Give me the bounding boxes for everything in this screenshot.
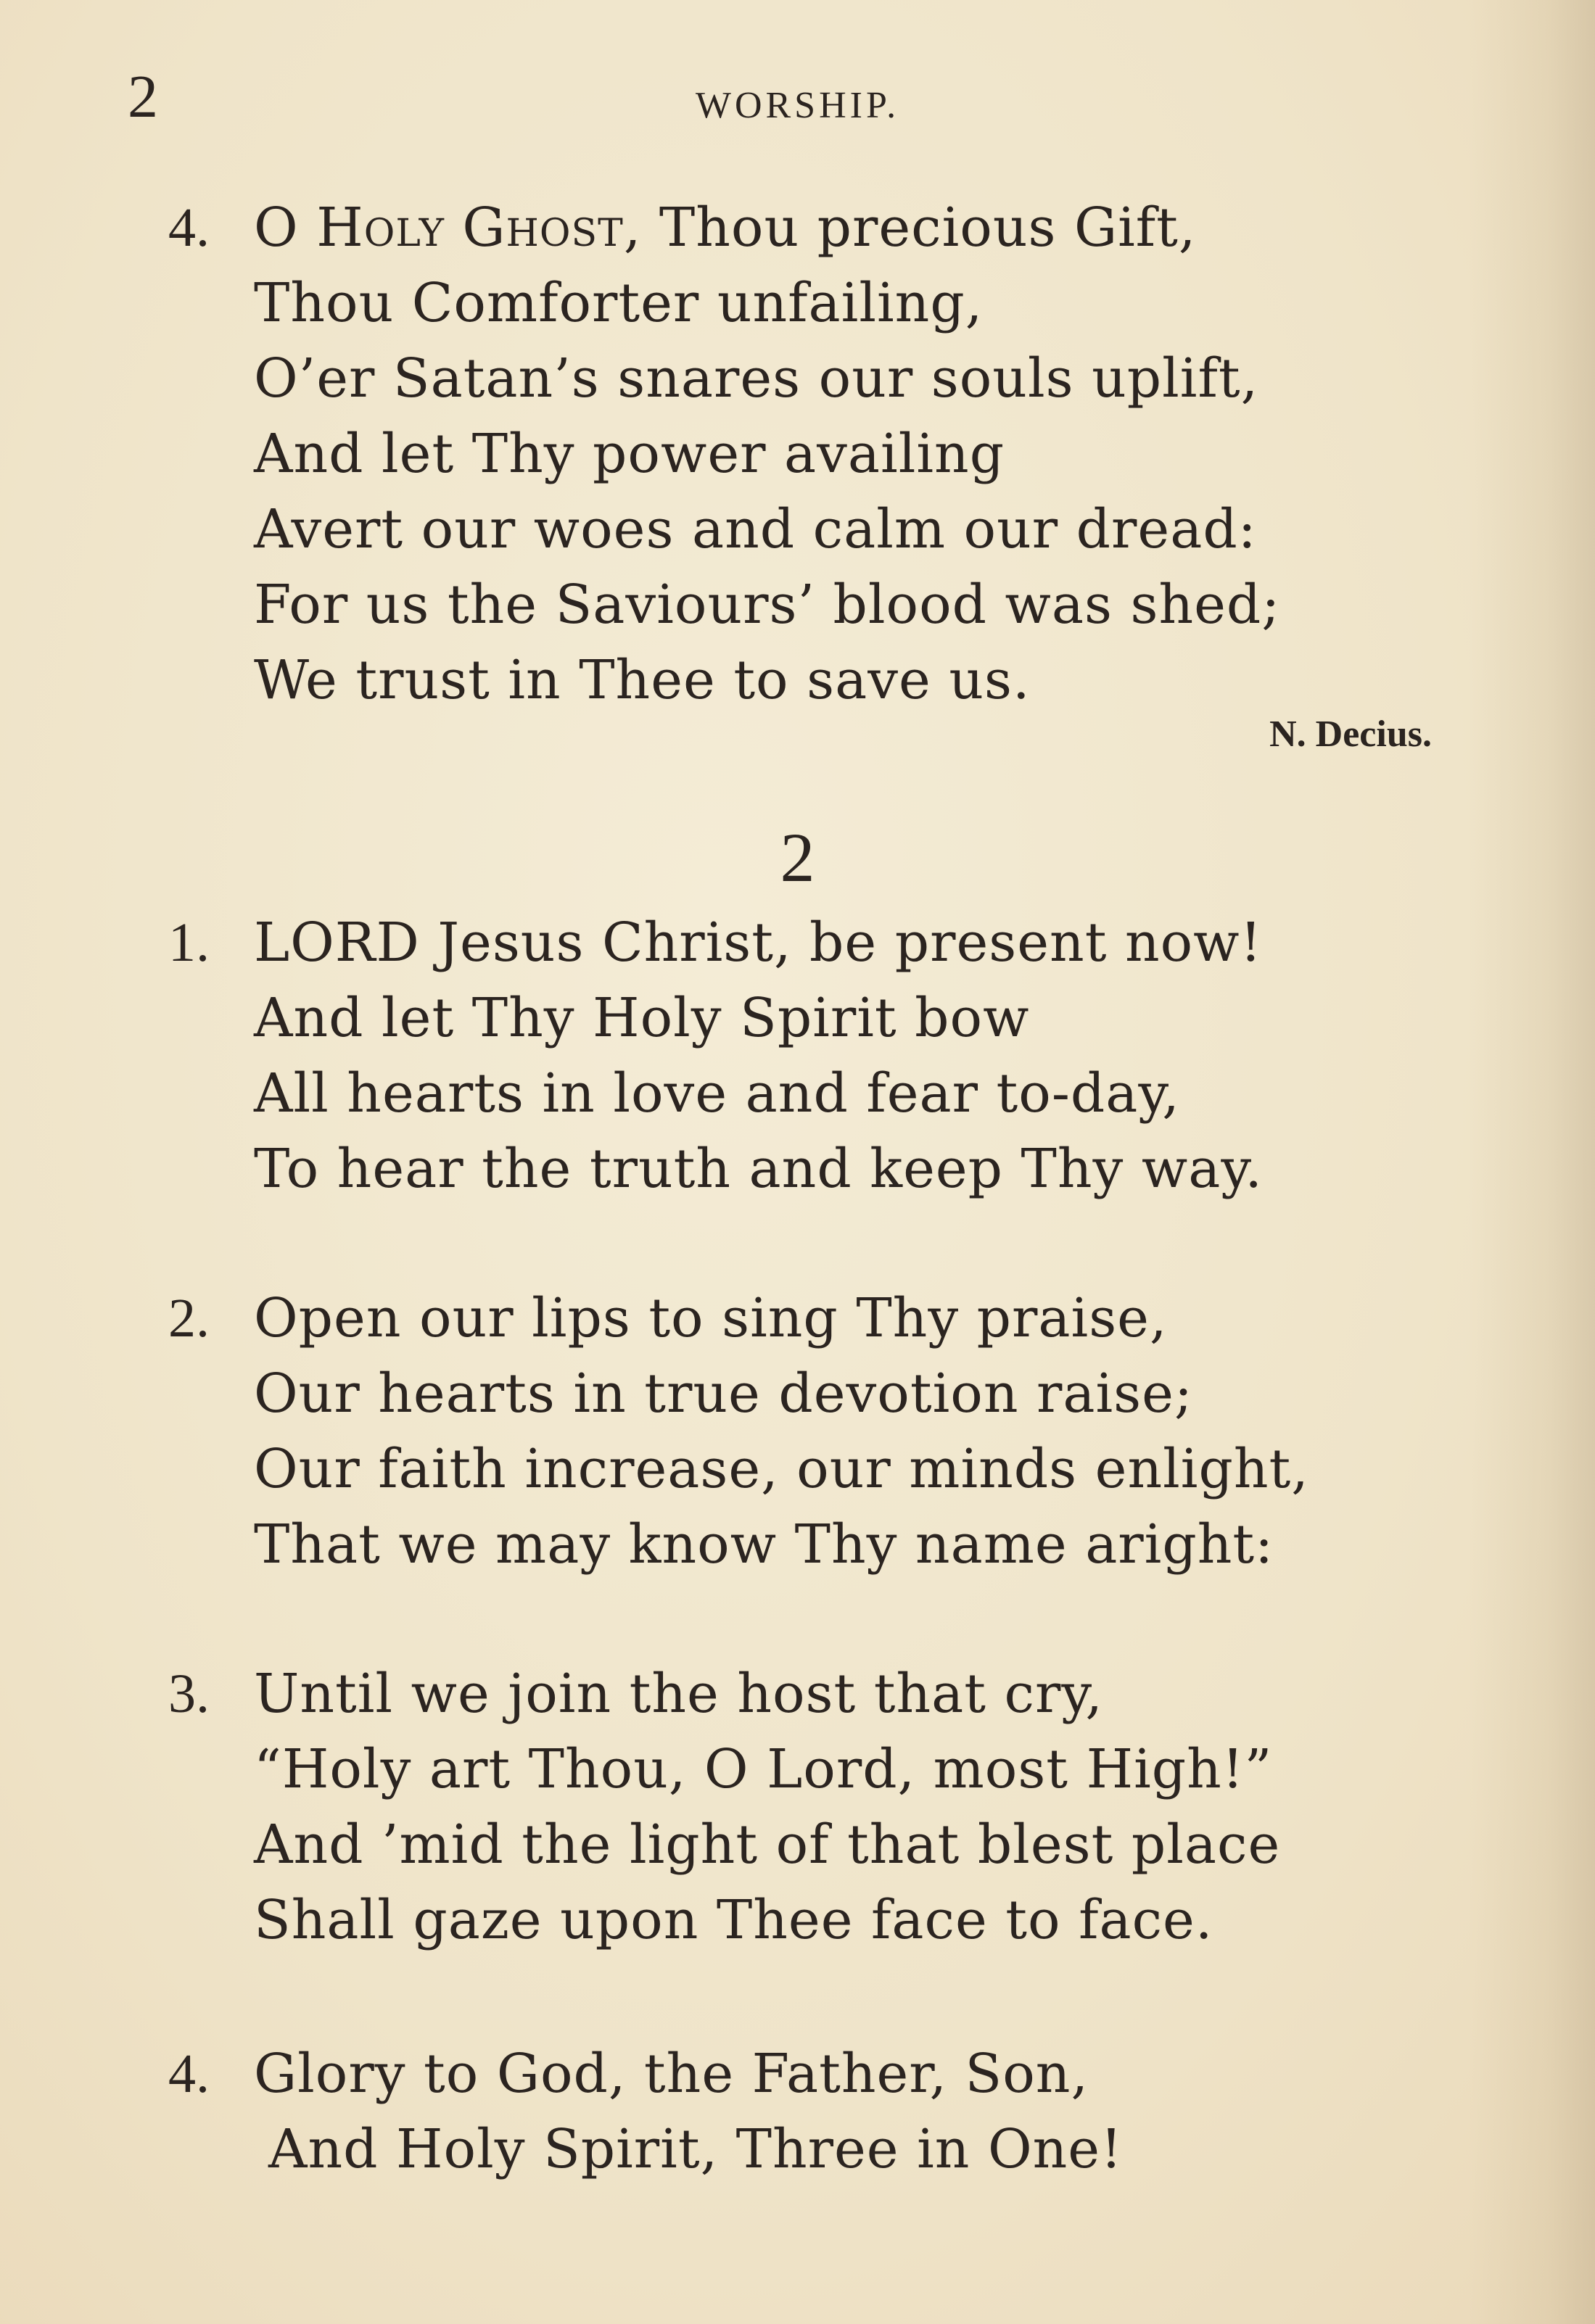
verse-line: LORD Jesus Christ, be present now! bbox=[254, 911, 1263, 974]
line-smallcaps: Holy Ghost bbox=[316, 197, 624, 259]
verse-line bbox=[254, 190, 1196, 265]
verse-line: Glory to God, the Father, Son, bbox=[254, 2043, 1089, 2105]
verse-line: And let Thy power availing bbox=[254, 423, 1005, 485]
verse-line: All hearts in love and fear to-day, bbox=[254, 1062, 1180, 1125]
verse-line: That we may know Thy name aright: bbox=[254, 1513, 1274, 1576]
verse-line: To hear the truth and keep Thy way. bbox=[254, 1138, 1263, 1200]
author-attribution: N. Decius. bbox=[1269, 714, 1432, 755]
verse-line: Open our lips to sing Thy praise, bbox=[254, 1287, 1168, 1349]
verse-line: Shall gaze upon Thee face to face. bbox=[254, 1889, 1213, 1951]
verse-line: Until we join the host that cry, bbox=[254, 1663, 1103, 1725]
verse-line: For us the Saviours’ blood was shed; bbox=[254, 574, 1281, 636]
verse-line: O’er Satan’s snares our souls uplift, bbox=[254, 347, 1259, 410]
verse-line: “Holy art Thou, O Lord, most High!” bbox=[254, 1738, 1273, 1800]
verse-line: Avert our woes and calm our dread: bbox=[254, 498, 1257, 561]
verse-line: And let Thy Holy Spirit bow bbox=[254, 987, 1030, 1049]
verse-line: And Holy Spirit, Three in One! bbox=[268, 2118, 1123, 2180]
verse-line: We trust in Thee to save us. bbox=[254, 649, 1031, 711]
page-number: 2 bbox=[128, 63, 158, 131]
line-suffix: , Thou precious Gift, bbox=[623, 197, 1197, 259]
running-head: WORSHIP. bbox=[695, 85, 900, 126]
hymn-number: 2 bbox=[780, 819, 815, 896]
verse-line: And ’mid the light of that blest place bbox=[254, 1814, 1281, 1876]
verse-number: 1. bbox=[168, 912, 210, 973]
verse-number: 4. bbox=[168, 2043, 210, 2104]
verse-number: 4. bbox=[168, 197, 210, 258]
verse-line: Our faith increase, our minds enlight, bbox=[254, 1438, 1309, 1500]
verse-number: 3. bbox=[168, 1663, 210, 1724]
verse-line: Thou Comforter unfailing, bbox=[254, 272, 984, 334]
verse-number: 2. bbox=[168, 1288, 210, 1349]
verse-line: Our hearts in true devotion raise; bbox=[254, 1362, 1193, 1425]
line-prefix: O bbox=[254, 197, 317, 259]
